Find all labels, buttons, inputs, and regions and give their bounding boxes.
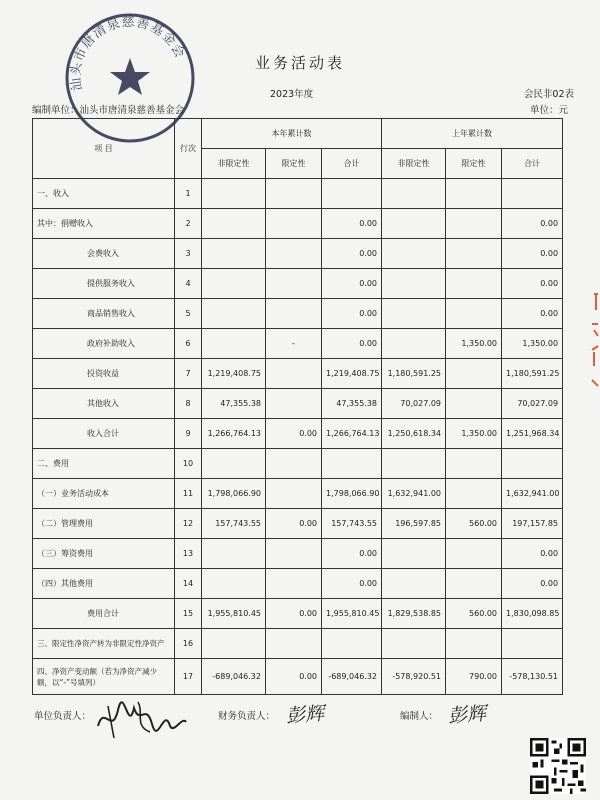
cell-p1: 1,829,538.85 bbox=[382, 599, 446, 629]
row-label: 提供服务收入 bbox=[33, 269, 175, 299]
row-label: 会费收入 bbox=[33, 239, 175, 269]
cell-p3 bbox=[502, 449, 563, 479]
cell-p3: 70,027.09 bbox=[502, 389, 563, 419]
cell-p3: 1,830,098.85 bbox=[502, 599, 563, 629]
cell-c2: 0.00 bbox=[266, 419, 322, 449]
cell-p3: 1,350.00 bbox=[502, 329, 563, 359]
row-line-number: 16 bbox=[175, 629, 202, 659]
cell-c2 bbox=[266, 539, 322, 569]
row-line-number: 12 bbox=[175, 509, 202, 539]
cell-c3 bbox=[322, 629, 382, 659]
preparer-label: 编制人： bbox=[400, 711, 439, 722]
row-line-number: 4 bbox=[175, 269, 202, 299]
cell-c2: 0.00 bbox=[266, 509, 322, 539]
compiler-unit: 编制单位：汕头市唐清泉慈善基金会 bbox=[32, 105, 185, 116]
cell-p3: 0.00 bbox=[502, 299, 563, 329]
row-label: （三）筹资费用 bbox=[33, 539, 175, 569]
cell-c3: 1,798,066.90 bbox=[322, 479, 382, 509]
cell-p3: 0.00 bbox=[502, 239, 563, 269]
row-line-number: 13 bbox=[175, 539, 202, 569]
cell-c1 bbox=[202, 269, 266, 299]
cell-p1 bbox=[382, 449, 446, 479]
cell-p3: 0.00 bbox=[502, 569, 563, 599]
row-label: 三、限定性净资产转为非限定性净资产 bbox=[33, 629, 175, 659]
cell-c3: 0.00 bbox=[322, 539, 382, 569]
cell-p3: 0.00 bbox=[502, 209, 563, 239]
cell-c1 bbox=[202, 629, 266, 659]
cell-c2: - bbox=[266, 329, 322, 359]
row-label: 其他收入 bbox=[33, 389, 175, 419]
table-row bbox=[33, 389, 563, 419]
cell-c2 bbox=[266, 299, 322, 329]
header-previous-year: 上年累计数 bbox=[382, 119, 563, 149]
cell-p1 bbox=[382, 179, 446, 209]
cell-p3: 0.00 bbox=[502, 539, 563, 569]
unit-head-signature bbox=[94, 696, 190, 740]
table-row bbox=[33, 329, 563, 359]
cell-p3 bbox=[502, 179, 563, 209]
cell-c2 bbox=[266, 569, 322, 599]
table-row bbox=[33, 419, 563, 449]
cell-p2: 560.00 bbox=[446, 599, 502, 629]
cell-c3: 1,266,764.13 bbox=[322, 419, 382, 449]
cell-p2 bbox=[446, 539, 502, 569]
cell-p3: -578,130.51 bbox=[502, 659, 563, 695]
row-line-number: 6 bbox=[175, 329, 202, 359]
row-line-number: 10 bbox=[175, 449, 202, 479]
cell-p1 bbox=[382, 329, 446, 359]
row-label: 四、净资产变动额（若为净资产减少额，以“-”号填列） bbox=[33, 659, 175, 695]
cell-c1: 1,219,408.75 bbox=[202, 359, 266, 389]
table-row bbox=[33, 239, 563, 269]
cell-c3: 0.00 bbox=[322, 269, 382, 299]
cell-p2: 790.00 bbox=[446, 659, 502, 695]
cell-c1: -689,046.32 bbox=[202, 659, 266, 695]
cell-p3: 1,632,941.00 bbox=[502, 479, 563, 509]
cell-c3: 0.00 bbox=[322, 209, 382, 239]
cell-c3: 1,219,408.75 bbox=[322, 359, 382, 389]
cell-p2 bbox=[446, 179, 502, 209]
cell-c1 bbox=[202, 179, 266, 209]
row-line-number: 1 bbox=[175, 179, 202, 209]
row-label: （二）管理费用 bbox=[33, 509, 175, 539]
unit-head-label: 单位负责人： bbox=[34, 711, 92, 722]
cell-p1: 1,632,941.00 bbox=[382, 479, 446, 509]
cell-p2 bbox=[446, 299, 502, 329]
cell-p1: 1,250,618.34 bbox=[382, 419, 446, 449]
row-label: （四）其他费用 bbox=[33, 569, 175, 599]
side-stamp-edge bbox=[588, 290, 600, 400]
qr-code bbox=[530, 738, 586, 794]
row-line-number: 5 bbox=[175, 299, 202, 329]
cell-c3 bbox=[322, 179, 382, 209]
cell-p1 bbox=[382, 629, 446, 659]
cell-c3: 157,743.55 bbox=[322, 509, 382, 539]
cell-c3: 1,955,810.45 bbox=[322, 599, 382, 629]
header-prev-unrestricted: 非限定性 bbox=[382, 149, 446, 179]
cell-p3: 1,251,968.34 bbox=[502, 419, 563, 449]
cell-p2 bbox=[446, 629, 502, 659]
row-label: 费用合计 bbox=[33, 599, 175, 629]
row-line-number: 14 bbox=[175, 569, 202, 599]
cell-p1: 196,597.85 bbox=[382, 509, 446, 539]
cell-p1 bbox=[382, 239, 446, 269]
table-row bbox=[33, 269, 563, 299]
table-row bbox=[33, 479, 563, 509]
cell-p1: 70,027.09 bbox=[382, 389, 446, 419]
table-row bbox=[33, 299, 563, 329]
table-row bbox=[33, 359, 563, 389]
page-title: 业务活动表 bbox=[254, 54, 345, 72]
cell-c2 bbox=[266, 449, 322, 479]
cell-p1 bbox=[382, 269, 446, 299]
cell-p2 bbox=[446, 479, 502, 509]
table-row bbox=[33, 569, 563, 599]
cell-c2: 0.00 bbox=[266, 659, 322, 695]
cell-p2: 1,350.00 bbox=[446, 419, 502, 449]
cell-p2 bbox=[446, 449, 502, 479]
svg-text:汕头市唐清泉慈善基金会: 汕头市唐清泉慈善基金会 bbox=[68, 14, 188, 92]
cell-p1 bbox=[382, 299, 446, 329]
header-cur-unrestricted: 非限定性 bbox=[202, 149, 266, 179]
cell-p2 bbox=[446, 389, 502, 419]
cell-p1 bbox=[382, 539, 446, 569]
cell-c1: 1,955,810.45 bbox=[202, 599, 266, 629]
row-label: 其中：捐赠收入 bbox=[33, 209, 175, 239]
cell-c2 bbox=[266, 389, 322, 419]
cell-c1 bbox=[202, 569, 266, 599]
row-line-number: 9 bbox=[175, 419, 202, 449]
table-row bbox=[33, 209, 563, 239]
table-row bbox=[33, 599, 563, 629]
cell-p3: 197,157.85 bbox=[502, 509, 563, 539]
fiscal-year: 2023年度 bbox=[270, 89, 314, 100]
cell-p2 bbox=[446, 239, 502, 269]
header-item: 项 目 bbox=[33, 119, 175, 179]
cell-c2 bbox=[266, 359, 322, 389]
row-line-number: 11 bbox=[175, 479, 202, 509]
cell-c2: 0.00 bbox=[266, 599, 322, 629]
finance-head-signature: 彭辉 bbox=[285, 702, 325, 728]
row-line-number: 3 bbox=[175, 239, 202, 269]
cell-c1: 47,355.38 bbox=[202, 389, 266, 419]
cell-c1: 1,266,764.13 bbox=[202, 419, 266, 449]
row-line-number: 17 bbox=[175, 659, 202, 695]
header-line: 行次 bbox=[175, 119, 202, 179]
activity-table bbox=[32, 118, 563, 695]
cell-c1 bbox=[202, 299, 266, 329]
cell-p2 bbox=[446, 569, 502, 599]
cell-c3 bbox=[322, 449, 382, 479]
cell-c3: 0.00 bbox=[322, 239, 382, 269]
cell-c1 bbox=[202, 209, 266, 239]
cell-c1 bbox=[202, 539, 266, 569]
form-number: 会民非02表 bbox=[523, 89, 574, 100]
cell-p1: 1,180,591.25 bbox=[382, 359, 446, 389]
cell-c2 bbox=[266, 239, 322, 269]
header-cur-total: 合计 bbox=[322, 149, 382, 179]
cell-c1: 1,798,066.90 bbox=[202, 479, 266, 509]
row-line-number: 7 bbox=[175, 359, 202, 389]
table-row bbox=[33, 179, 563, 209]
table-row bbox=[33, 659, 563, 695]
cell-c3: -689,046.32 bbox=[322, 659, 382, 695]
table-row bbox=[33, 449, 563, 479]
cell-p2 bbox=[446, 359, 502, 389]
row-line-number: 8 bbox=[175, 389, 202, 419]
cell-c3: 47,355.38 bbox=[322, 389, 382, 419]
cell-c1 bbox=[202, 329, 266, 359]
row-label: 商品销售收入 bbox=[33, 299, 175, 329]
cell-c2 bbox=[266, 209, 322, 239]
table-row bbox=[33, 509, 563, 539]
cell-p1 bbox=[382, 209, 446, 239]
cell-p3 bbox=[502, 629, 563, 659]
header-prev-restricted: 限定性 bbox=[446, 149, 502, 179]
row-label: 一、收入 bbox=[33, 179, 175, 209]
cell-p2 bbox=[446, 209, 502, 239]
table-row bbox=[33, 629, 563, 659]
cell-c2 bbox=[266, 479, 322, 509]
cell-c1: 157,743.55 bbox=[202, 509, 266, 539]
row-line-number: 15 bbox=[175, 599, 202, 629]
cell-p3: 1,180,591.25 bbox=[502, 359, 563, 389]
finance-head-label: 财务负责人： bbox=[218, 711, 276, 722]
cell-p2: 560.00 bbox=[446, 509, 502, 539]
cell-c1 bbox=[202, 449, 266, 479]
row-label: （一）业务活动成本 bbox=[33, 479, 175, 509]
header-prev-total: 合计 bbox=[502, 149, 563, 179]
row-label: 收入合计 bbox=[33, 419, 175, 449]
cell-p2 bbox=[446, 269, 502, 299]
cell-c3: 0.00 bbox=[322, 299, 382, 329]
currency-unit: 单位：元 bbox=[529, 105, 568, 116]
cell-c3: 0.00 bbox=[322, 569, 382, 599]
table-row bbox=[33, 539, 563, 569]
preparer-signature: 彭辉 bbox=[447, 702, 487, 728]
row-label: 二、费用 bbox=[33, 449, 175, 479]
cell-p2: 1,350.00 bbox=[446, 329, 502, 359]
cell-p3: 0.00 bbox=[502, 269, 563, 299]
cell-c3: 0.00 bbox=[322, 329, 382, 359]
row-label: 投资收益 bbox=[33, 359, 175, 389]
header-cur-restricted: 限定性 bbox=[266, 149, 322, 179]
cell-c2 bbox=[266, 269, 322, 299]
cell-c2 bbox=[266, 179, 322, 209]
cell-c2 bbox=[266, 629, 322, 659]
row-label: 政府补助收入 bbox=[33, 329, 175, 359]
row-line-number: 2 bbox=[175, 209, 202, 239]
header-current-year: 本年累计数 bbox=[202, 119, 382, 149]
cell-c1 bbox=[202, 239, 266, 269]
cell-p1: -578,920.51 bbox=[382, 659, 446, 695]
cell-p1 bbox=[382, 569, 446, 599]
